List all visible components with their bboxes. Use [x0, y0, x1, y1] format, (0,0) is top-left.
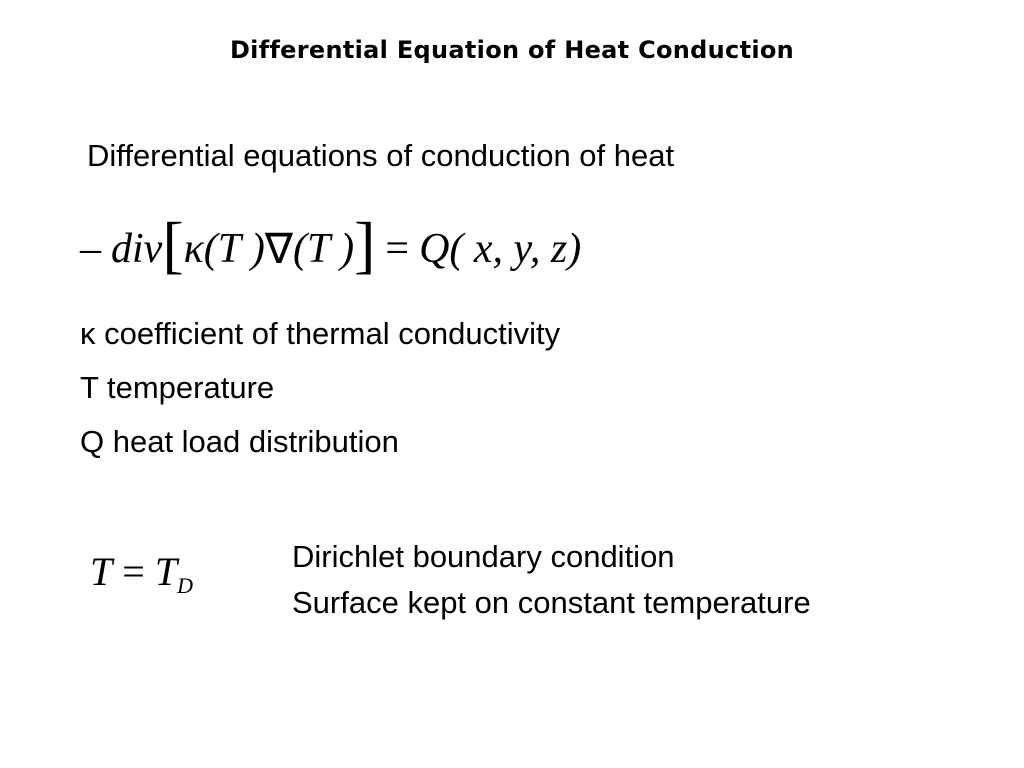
eq-kappa: κ — [183, 226, 204, 272]
eq-rhs-fn: Q — [419, 226, 450, 272]
slide-subtitle: Differential equations of conduction of heat — [87, 138, 675, 173]
boundary-condition-name: Dirichlet boundary condition — [292, 539, 675, 574]
boundary-condition-meaning: Surface kept on constant temperature — [292, 585, 811, 620]
definition-kappa: κ coefficient of thermal conductivity — [80, 316, 561, 351]
bc-subscript: D — [177, 573, 193, 598]
eq-close-bracket: ] — [354, 209, 376, 280]
definition-temperature: T temperature — [80, 370, 275, 405]
heat-conduction-equation — [80, 209, 582, 284]
eq-rhs-args: ( x, y, z) — [449, 226, 582, 272]
eq-minus: – — [80, 226, 101, 272]
definition-heat-load: Q heat load distribution — [80, 424, 399, 459]
slide-title: Differential Equation of Heat Conduction — [229, 36, 795, 64]
eq-nabla: ∇ — [264, 227, 293, 273]
boundary-description — [292, 537, 811, 629]
eq-arg2: (T ) — [292, 226, 355, 272]
bc-lhs: T — [90, 549, 113, 594]
eq-arg1: (T ) — [203, 226, 265, 272]
eq-open-bracket: [ — [162, 209, 184, 280]
bc-equals: = — [122, 549, 145, 594]
definitions-list — [80, 313, 560, 475]
eq-div: div — [111, 226, 163, 272]
boundary-equation — [90, 548, 193, 599]
bc-rhs: T — [154, 549, 178, 594]
eq-equals: = — [385, 226, 410, 272]
